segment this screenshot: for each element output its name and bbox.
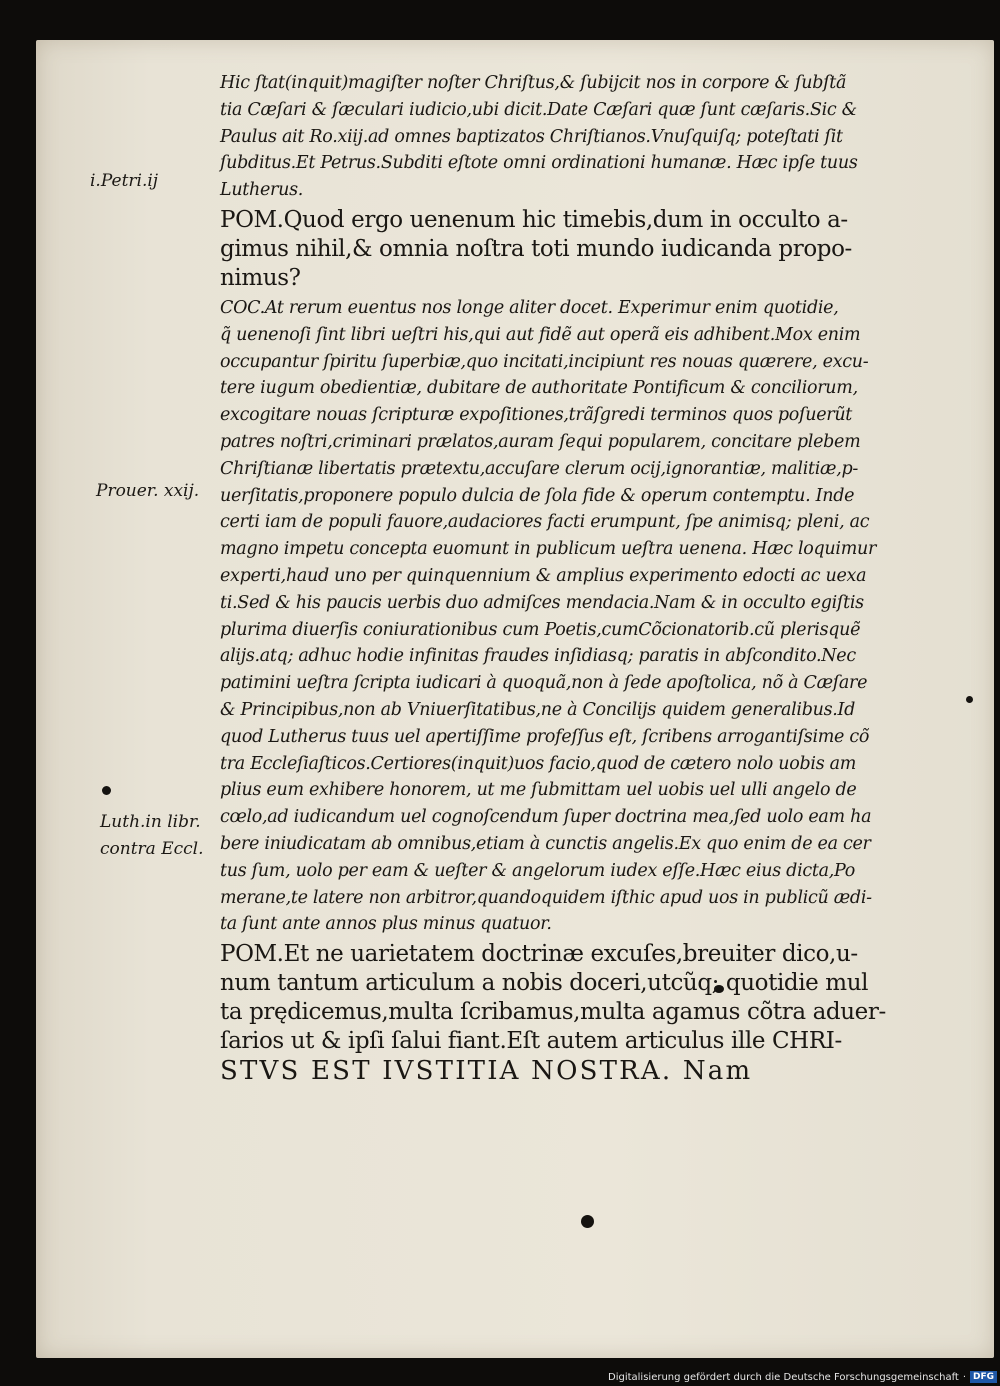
text-line: q̃ uenenoſi ſint libri ueſtri his,qui aut fidẽ aut operã eis adhibent.Mox enim (220, 324, 861, 345)
text-line: occupantur ſpiritu ſuperbiæ,quo incitati,incipiunt res nouas quærere, excu- (220, 351, 869, 372)
text-line: alijs.atq; adhuc hodie infinitas fraudes inſidiasq; paratis in abſcondito.Nec (220, 646, 856, 667)
final-caps-line: STVS EST IVSTITIA NOSTRA. Nam (220, 1056, 753, 1087)
margin-note-luther-1: Luth.in libr. (100, 812, 201, 832)
paragraph-3 (220, 295, 932, 938)
text-line: patimini ueſtra ſcripta iudicari à quoquã,non à ſede apoſtolica, nõ à Cæſare (220, 673, 868, 694)
text-line: experti,haud uno per quinquennium & amplius experimento edocti ac uexa (220, 565, 867, 586)
footer-text: Digitalisierung gefördert durch die Deutsche Forschungsgemeinschaft (608, 1371, 959, 1383)
text-line: quod Lutherus tuus uel apertiſſime profeſſus eſt, ſcribens arrogantiſsime cõ (220, 726, 870, 747)
text-line: ta prędicemus,multa ſcribamus,multa agamus cõtra aduer- (220, 999, 886, 1026)
text-line: merane,te latere non arbitror,quandoquidem iſthic apud uos in publicũ ædi- (220, 887, 872, 908)
footer-separator: · (962, 1371, 967, 1383)
digitization-footer (608, 1370, 997, 1384)
paragraph-2 (220, 206, 932, 293)
text-line: cœlo,ad iudicandum uel cognoſcendum ſuper doctrina mea,ſed uolo eam ha (220, 807, 872, 828)
text-line: certi iam de populi fauore,audaciores facti erumpunt, ſpe animisq; pleni, ac (220, 512, 870, 533)
text-line: num tantum articulum a nobis doceri,utcũq; quotidie mul (220, 970, 869, 997)
text-line: nimus? (220, 264, 301, 291)
paragraph-1 (220, 70, 932, 204)
margin-note-luther-2: contra Eccl. (100, 839, 204, 859)
text-line: uerſitatis,proponere populo dulcia de ſola fide & operum contemptu. Inde (220, 485, 855, 506)
text-line: tra Eccleſiaſticos.Certiores(inquit)uos facio,quod de cætero nolo uobis am (220, 753, 857, 774)
text-line: plurima diuerſis coniurationibus cum Poetis,cumCõcionatorib.cũ plerisquẽ (220, 619, 861, 640)
text-line: Chriſtianæ libertatis prætextu,accuſare clerum ocij,ignorantiæ, malitiæ,p- (220, 458, 858, 479)
text-line: plius eum exhibere honorem, ut me ſubmittam uel uobis uel ulli angelo de (220, 780, 857, 801)
text-line: ti.Sed & his paucis uerbis duo admiſces mendacia.Nam & in occulto egiſtis (220, 592, 864, 613)
text-line: Hic ſtat(inquit)magiſter noſter Chriſtus,& ſubijcit nos in corpore & ſubſtã (220, 73, 847, 93)
text-line: ſubditus.Et Petrus.Subditi eſtote omni ordinationi humanæ. Hæc ipſe tuus (220, 153, 858, 174)
paragraph-4 (220, 940, 932, 1056)
main-text (220, 70, 932, 1086)
text-line: gimus nihil,& omnia noſtra toti mundo iudicanda propo- (220, 235, 852, 262)
text-line: tus ſum, uolo per eam & ueſter & angelorum iudex eſſe.Hæc eius dicta,Po (220, 860, 856, 881)
text-line: tere iugum obedientiæ, dubitare de authoritate Pontificum & conciliorum, (220, 378, 858, 399)
text-line: Paulus ait Ro.xiij.ad omnes baptizatos Chriſtianos.Vnuſquiſq; poteſtati ſit (220, 126, 843, 147)
ink-dot (966, 696, 973, 703)
text-line: ſarios ut & ipſi ſalui fiant.Eſt autem articulus ille CHRI- (220, 1028, 842, 1055)
text-line: tia Cæſari & ſæculari iudicio,ubi dicit.Date Cæſari quæ ſunt cæſaris.Sic & (220, 99, 857, 120)
text-line: patres noſtri,criminari prælatos,auram ſequi popularem, concitare plebem (220, 431, 861, 452)
text-line: bere iniudicatam ab omnibus,etiam à cunctis angelis.Ex quo enim de ea cer (220, 833, 871, 854)
margin-note-prouer: Prouer. xxij. (96, 481, 200, 501)
text-line: ta ſunt ante annos plus minus quatuor. (220, 914, 552, 935)
text-line: POM.Quod ergo uenenum hic timebis,dum in occulto a- (220, 206, 848, 233)
margin-note-petri: i.Petri.ij (90, 171, 159, 191)
ink-dot (102, 786, 111, 795)
text-line: magno impetu concepta euomunt in publicum ueſtra uenena. Hæc loquimur (220, 539, 877, 560)
text-line: & Principibus,non ab Vniuerſitatibus,ne à Concilijs quidem generalibus.Id (220, 699, 856, 720)
dfg-logo-icon: DFG (970, 1371, 997, 1383)
text-line: excogitare nouas ſcripturæ expoſitiones,trãſgredi terminos quos poſuerũt (220, 405, 853, 426)
text-line: COC.At rerum euentus nos longe aliter docet. Experimur enim quotidie, (220, 297, 839, 318)
text-line: Lutherus. (220, 180, 304, 201)
text-line: POM.Et ne uarietatem doctrinæ excuſes,breuiter dico,u- (220, 941, 858, 968)
ink-dot (581, 1215, 594, 1228)
